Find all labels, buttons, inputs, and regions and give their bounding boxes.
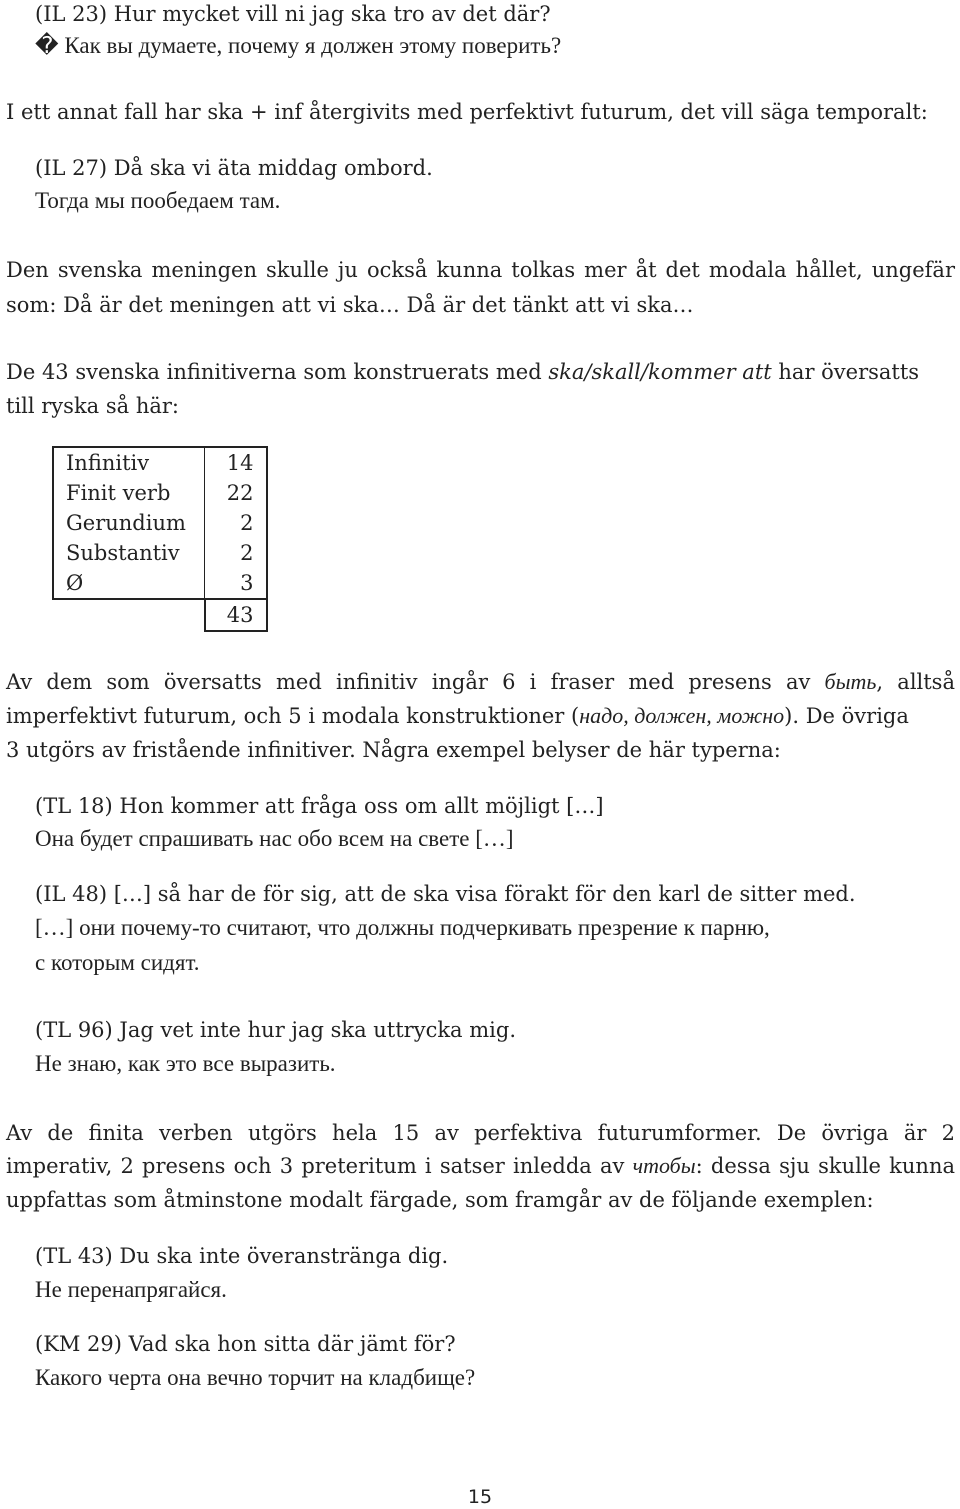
example-tl43-russian: Не перенапрягайся. bbox=[35, 1277, 227, 1302]
paragraph-4-line-1: Av dem som översatts med infinitiv ingår 6 i fraser med presens av быть, alltså bbox=[6, 669, 955, 694]
example-tl18-russian: Она будет спрашивать нас обо всем на свете […] bbox=[35, 826, 514, 851]
table-row bbox=[53, 538, 267, 568]
example-tl18-swedish: (TL 18) Hon kommer att fråga oss om allt möjligt […] bbox=[35, 794, 604, 818]
translation-count-table bbox=[52, 446, 268, 632]
paragraph-3-line-1: De 43 svenska infinitiverna som konstruerats med ska/skall/kommer att har översatts bbox=[6, 360, 920, 384]
row-value: 3 bbox=[205, 568, 267, 599]
paragraph-5-line-2: imperativ, 2 presens och 3 preteritum i satser inledda av чтобы: dessa sju skulle kunna bbox=[6, 1153, 955, 1178]
example-tl96-russian: Не знаю, как это все выразить. bbox=[35, 1051, 336, 1076]
paragraph-2-line-2: som: Då är det meningen att vi ska… Då är det tänkt att vi ska… bbox=[6, 293, 694, 317]
example-il27-russian: Тогда мы пообедаем там. bbox=[35, 188, 281, 213]
paragraph-2-line-1: Den svenska meningen skulle ju också kunna tolkas mer åt det modala hållet, ungefär bbox=[6, 258, 955, 282]
example-il23-russian: � Как вы думаете, почему я должен этому поверить? bbox=[35, 33, 562, 58]
example-km29-russian: Какого черта она вечно торчит на кладбище? bbox=[35, 1365, 476, 1390]
row-label: Finit verb bbox=[53, 478, 205, 508]
table-row bbox=[53, 568, 267, 599]
paragraph-4-line-3: 3 utgörs av fristående infinitiver. Några exempel belyser de här typerna: bbox=[6, 738, 781, 762]
example-il48-swedish: (IL 48) […] så har de för sig, att de ska visa förakt för den karl de sitter med. bbox=[35, 882, 856, 906]
example-tl96-swedish: (TL 96) Jag vet inte hur jag ska uttrycka mig. bbox=[35, 1018, 517, 1042]
example-tl43-swedish: (TL 43) Du ska inte överanstränga dig. bbox=[35, 1244, 449, 1268]
page-number: 15 bbox=[467, 1486, 493, 1508]
paragraph-3-line-2: till ryska så här: bbox=[6, 394, 179, 418]
row-value: 22 bbox=[205, 478, 267, 508]
paragraph-4-line-2: imperfektivt futurum, och 5 i modala konstruktioner (надо, должен, можно). De övriga bbox=[6, 703, 909, 728]
table-total: 43 bbox=[205, 599, 267, 631]
example-il27-swedish: (IL 27) Då ska vi äta middag ombord. bbox=[35, 156, 433, 180]
row-value: 2 bbox=[205, 508, 267, 538]
example-il23-swedish: (IL 23) Hur mycket vill ni jag ska tro av det där? bbox=[35, 2, 551, 26]
example-il48-russian-1: […] они почему-то считают, что должны подчеркивать презрение к парню, bbox=[35, 915, 770, 940]
row-value: 14 bbox=[205, 447, 267, 478]
row-label: Infinitiv bbox=[53, 447, 205, 478]
row-label: Gerundium bbox=[53, 508, 205, 538]
example-il48-russian-2: с которым сидят. bbox=[35, 950, 200, 975]
table-row bbox=[53, 478, 267, 508]
row-value: 2 bbox=[205, 538, 267, 568]
table-row bbox=[53, 447, 267, 478]
row-label: Ø bbox=[53, 568, 205, 599]
table-row bbox=[53, 508, 267, 538]
table-total-row bbox=[53, 599, 267, 631]
row-label: Substantiv bbox=[53, 538, 205, 568]
example-km29-swedish: (KM 29) Vad ska hon sitta där jämt för? bbox=[35, 1332, 456, 1356]
paragraph-1: I ett annat fall har ska + inf återgivits med perfektivt futurum, det vill säga temporalt: bbox=[6, 100, 928, 124]
paragraph-5-line-1: Av de finita verben utgörs hela 15 av perfektiva futurumformer. De övriga är 2 bbox=[6, 1121, 955, 1145]
paragraph-5-line-3: uppfattas som åtminstone modalt färgade, som framgår av de följande exemplen: bbox=[6, 1188, 874, 1212]
